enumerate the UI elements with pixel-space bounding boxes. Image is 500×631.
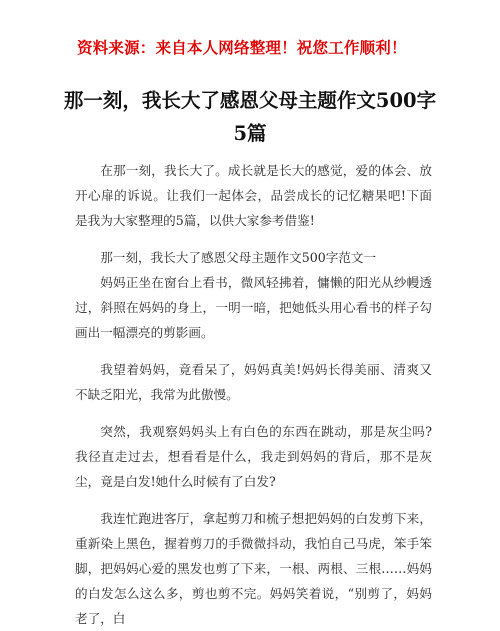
document-body [75, 158, 432, 631]
body-paragraph: 我望着妈妈，竟看呆了，妈妈真美!妈妈长得美丽、清爽又不缺乏阳光，我常为此傲慢。 [75, 362, 432, 402]
intro-paragraph: 在那一刻，我长大了。成长就是长大的感觉，爱的体会、放开心扉的诉说。让我们一起体会，品尝成长的记忆糖果吧!下面是我为大家整理的5篇，以供大家参考借鉴! [75, 163, 432, 228]
body-paragraph: 突然，我观察妈妈头上有白色的东西在跳动，那是灰尘吗?我径直走过去，想看看是什么，我走到妈妈的背后，那不是灰尘，竟是白发!她什么时候有了白发? [75, 424, 432, 489]
section-heading: 那一刻，我长大了感恩父母主题作文500字范文一 [100, 250, 377, 265]
document-title: 那一刻，我长大了感恩父母主题作文500字5篇 [63, 89, 437, 145]
source-notice: 资料来源：来自本人网络整理！祝您工作顺利！ [77, 38, 407, 57]
body-paragraph: 妈妈正坐在窗台上看书，微风轻拂着，慵懒的阳光从纱幔透过，斜照在妈妈的身上，一明一暗，把她低头用心看书的样子勾画出一幅漂亮的剪影画。 [75, 275, 432, 340]
body-paragraph: 我连忙跑进客厅，拿起剪刀和梳子想把妈妈的白发剪下来，重新染上黑色，握着剪刀的手微微抖动，我怕自己马虎，笨手笨脚，把妈妈心爱的黑发也剪了下来，一根、两根、三根……妈妈的白发怎么这么多，剪也剪不完。妈妈笑着说，“别剪了，妈妈老了，白 [75, 511, 432, 626]
